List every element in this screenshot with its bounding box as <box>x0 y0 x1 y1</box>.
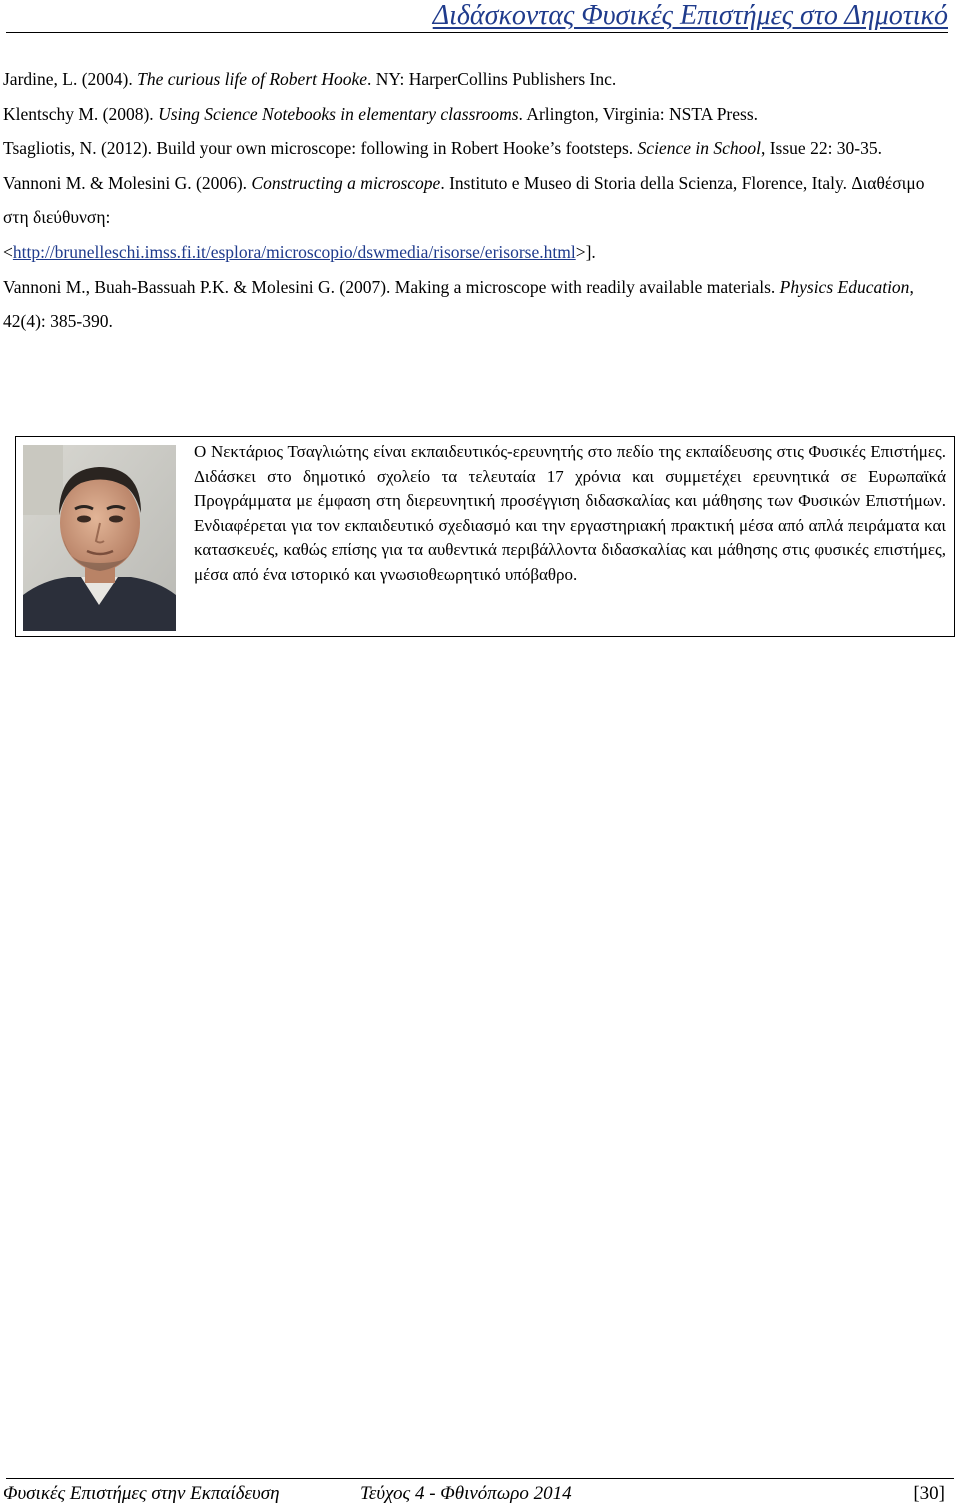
page-number: [30] <box>913 1483 945 1504</box>
author-photo <box>23 445 176 631</box>
url-open-bracket: < <box>3 241 13 262</box>
reference-rest: . NY: HarperCollins Publishers Inc. <box>367 69 617 89</box>
reference-authors: Tsagliotis, N. (2012). Build your own microscope: following in Robert Hooke’s footsteps. <box>3 138 638 159</box>
references-list <box>3 62 948 339</box>
reference-title: Science in School <box>637 138 761 159</box>
reference-authors: Klentschy M. (2008). <box>3 103 159 124</box>
reference-url-link[interactable]: http://brunelleschi.imss.fi.it/esplora/microscopio/dswmedia/risorse/erisorse.html <box>12 241 576 262</box>
reference-item <box>3 166 948 270</box>
reference-available-label: Διαθέσιμο στη διεύθυνση: <box>3 172 925 228</box>
author-bio-box <box>15 436 955 637</box>
reference-rest: , 42(4): 385-390. <box>3 276 914 332</box>
reference-item <box>3 270 948 339</box>
page-header <box>0 0 960 40</box>
reference-item <box>3 131 948 166</box>
reference-item <box>3 62 948 97</box>
author-bio-text: Ο Νεκτάριος Τσαγλιώτης είναι εκπαιδευτικός-ερευνητής στο πεδίο της εκπαίδευσης στις Φυσικές Επιστήμες. Διδάσκει στο δημοτικό σχολείο τα τελευταία 17 χρόνια και συμμετέχει ερευνητικά σε Ευρωπαϊκά Προγράμματα με έμφαση στη διερευνητική προσέγγιση διδασκαλίας και μάθησης των Φυσικών Επιστήμων. Ενδιαφέρεται για τον εκπαιδευτικό σχεδιασμό και την εργαστηριακή πρακτική μέσα από απλά πειράματα και κατασκευές, καθώς επίσης για τα αυθεντικά περιβάλλοντα διδασκαλίας και μάθησης στις φυσικές επιστήμες, μέσα από ένα ιστορικό και γνωσιοθεωρητικό υπόβαθρο. <box>194 442 946 584</box>
reference-authors: Vannoni M. & Molesini G. (2006). <box>3 172 252 193</box>
reference-title: The curious life of Robert Hooke <box>137 69 368 89</box>
footer-rule <box>6 1478 954 1479</box>
reference-authors: Jardine, L. (2004). <box>3 69 138 89</box>
reference-title: Physics Education <box>779 276 910 297</box>
reference-rest: . Arlington, Virginia: NSTA Press. <box>518 103 759 124</box>
reference-rest: . Instituto e Museo di Storia della Scienza, Florence, Italy. <box>440 172 847 193</box>
page-footer <box>0 1478 960 1508</box>
reference-authors: Vannoni M., Buah-Bassuah P.K. & Molesini G. (2007). Making a microscope with readily available materials. <box>3 276 780 297</box>
url-close-bracket: >]. <box>575 241 596 262</box>
reference-title: Constructing a microscope <box>251 172 441 193</box>
author-portrait-image <box>23 445 176 631</box>
header-rule <box>6 32 948 33</box>
footer-journal-name: Φυσικές Επιστήμες στην Εκπαίδευση <box>3 1483 280 1504</box>
reference-item <box>3 97 948 132</box>
header-title: Διδάσκοντας Φυσικές Επιστήμες στο Δημοτικό <box>427 0 948 32</box>
reference-title: Using Science Notebooks in elementary classrooms <box>158 103 519 124</box>
reference-rest: , Issue 22: 30-35. <box>760 138 883 159</box>
footer-issue: Τεύχος 4 - Φθινόπωρο 2014 <box>360 1483 572 1504</box>
